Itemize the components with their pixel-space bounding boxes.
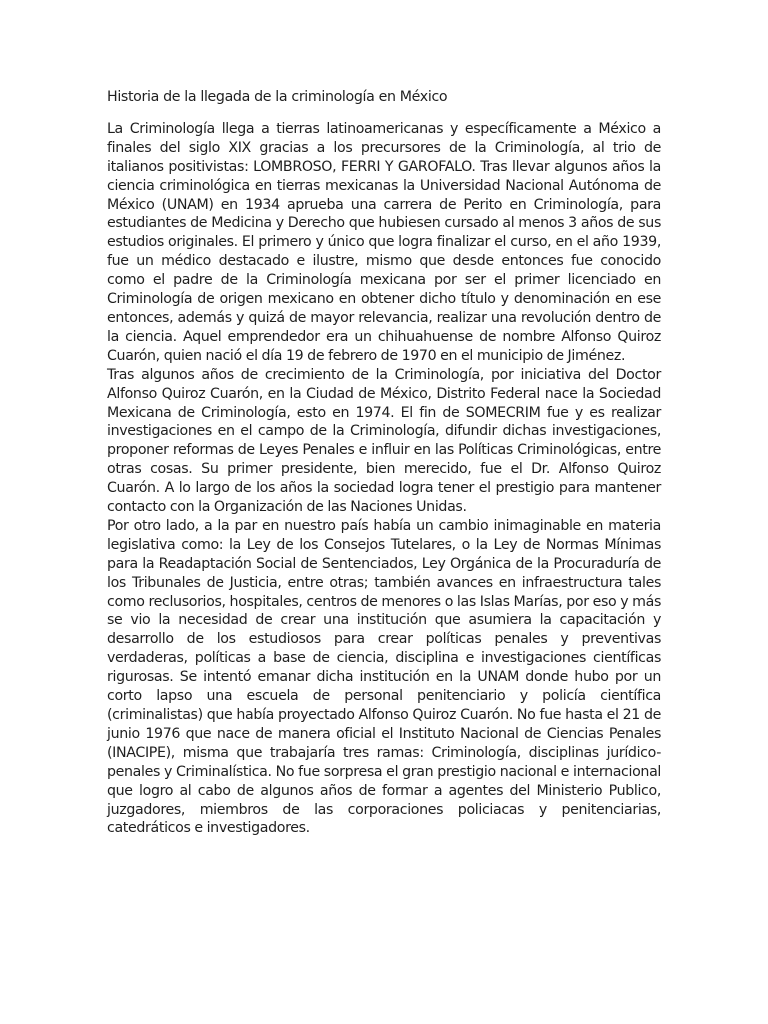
paragraph-1: La Criminología llega a tierras latinoamericanas y específicamente a México a finales del siglo XIX gracias a los precursores de la Criminología, al trio de italianos positivistas: LOMBROSO, FERRI Y GAROFALO. Tras llevar algunos años la ciencia criminológica en tierras mexicanas la Universidad Nacional Autónoma de México (UNAM) en 1934 aprueba una carrera de Perito en Criminología, para estudiantes de Medicina y Derecho que hubiesen cursado al menos 3 años de sus estudios originales. El primero y único que logra finalizar el curso, en el año 1939, fue un médico destacado e ilustre, mismo que desde entonces fue conocido como el padre de la Criminología mexicana por ser el primer licenciado en Criminología de origen mexicano en obtener dicho título y denominación en ese entonces, además y quizá de mayor relevancia, realizar una revolución dentro de la ciencia. Aquel emprendedor era un chihuahuense de nombre Alfonso Quiroz Cuarón, quien nació el día 19 de febrero de 1970 en el municipio de Jiménez.	[107, 120, 661, 364]
paragraph-2: Tras algunos años de crecimiento de la Criminología, por iniciativa del Doctor Alfonso Quiroz Cuarón, en la Ciudad de México, Distrito Federal nace la Sociedad Mexicana de Criminología, esto en 1974. El fin de SOMECRIM fue y es realizar investigaciones en el campo de la Criminología, difundir dichas investigaciones, proponer reformas de Leyes Penales e influir en las Políticas Criminológicas, entre otras cosas. Su primer presidente, bien merecido, fue el Dr. Alfonso Quiroz Cuarón. A lo largo de los años la sociedad logra tener el prestigio para mantener contacto con la Organización de las Naciones Unidas.	[107, 366, 661, 516]
document-body	[107, 88, 661, 838]
paragraph-3: Por otro lado, a la par en nuestro país había un cambio inimaginable en materia legislativa como: la Ley de los Consejos Tutelares, o la Ley de Normas Mínimas para la Readaptación Social de Sentenciados, Ley Orgánica de la Procuraduría de los Tribunales de Justicia, entre otras; también avances en infraestructura tales como reclusorios, hospitales, centros de menores o las Islas Marías, por eso y más se vio la necesidad de crear una institución que asumiera la capacitación y desarrollo de los estudiosos para crear políticas penales y preventivas verdaderas, políticas a base de ciencia, disciplina e investigaciones científicas rigurosas. Se intentó emanar dicha institución en la UNAM donde hubo por un corto lapso una escuela de personal penitenciario y policía científica (criminalistas) que había proyectado Alfonso Quiroz Cuarón. No fue hasta el 21 de junio 1976 que nace de manera oficial el Instituto Nacional de Ciencias Penales (INACIPE), misma que trabajaría tres ramas: Criminología, disciplinas jurídico-penales y Criminalística. No fue sorpresa el gran prestigio nacional e internacional que logro al cabo de algunos años de formar a agentes del Ministerio Publico, juzgadores, miembros de las corporaciones policiacas y penitenciarias, catedráticos e investigadores.	[107, 517, 661, 837]
document-title: Historia de la llegada de la criminología en México	[107, 89, 448, 105]
